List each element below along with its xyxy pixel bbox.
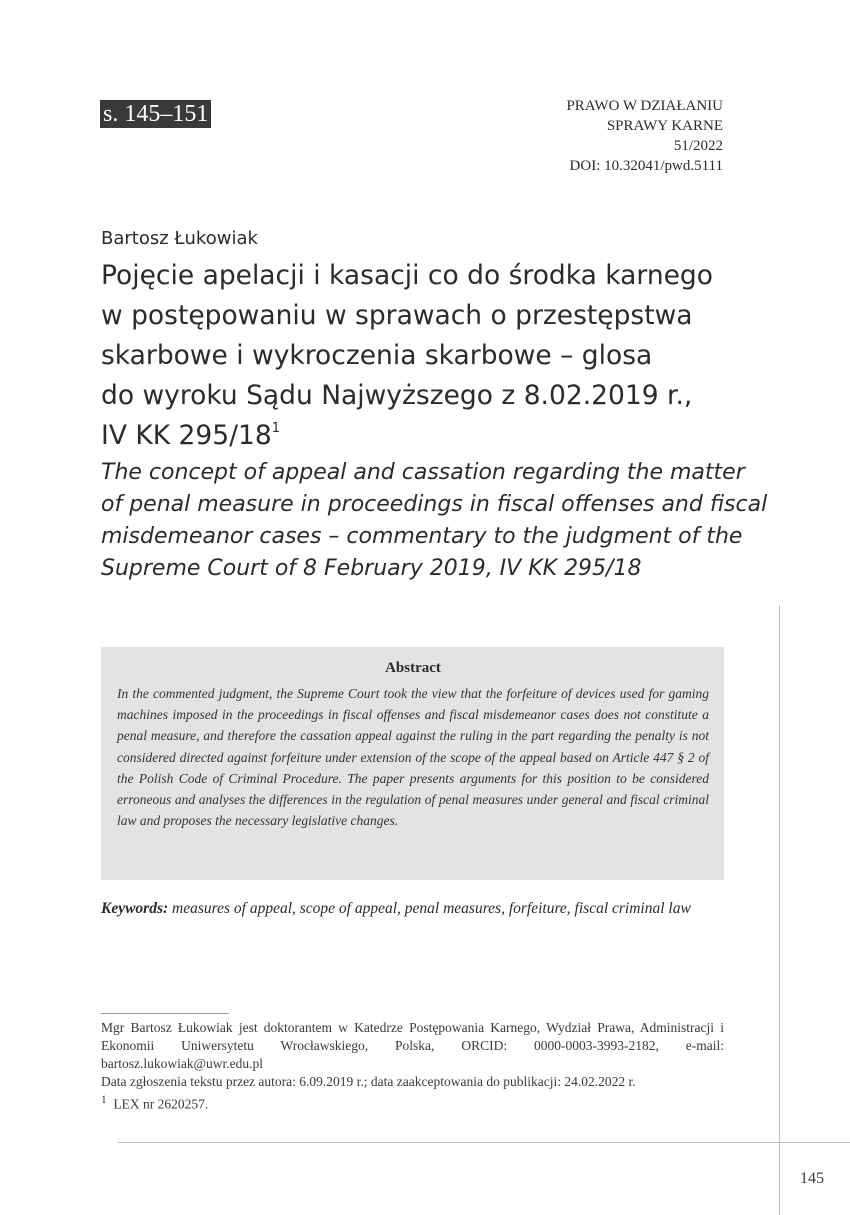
keywords bbox=[101, 898, 724, 920]
keywords-text: measures of appeal, scope of appeal, penal measures, forfeiture, fiscal criminal law bbox=[172, 900, 691, 917]
abstract-text: In the commented judgment, the Supreme Court took the view that the forfeiture of devices used for gaming machines imposed in the proceedings in fiscal offenses and fiscal misdemeanor cases does not constitute a penal measure, and therefore the cassation appeal against the ruling in the part regarding the penalty is not considered directed against forfeiture under extension of the scope of the appeal based on Article 447 § 2 of the Polish Code of Criminal Procedure. The paper presents arguments for this position to be considered erroneous and analyses the differences in the regulation of penal measures under general and fiscal criminal law and proposes the necessary legislative changes. bbox=[117, 686, 709, 829]
title-pl-line: skarbowe i wykroczenia skarbowe – glosa bbox=[101, 340, 653, 371]
title-en-line: of penal measure in proceedings in fiscal offenses and fiscal bbox=[101, 492, 768, 517]
title-pl-line: w postępowaniu w sprawach o przestępstwa bbox=[101, 300, 693, 331]
footnote-separator bbox=[101, 1013, 229, 1014]
journal-section: SPRAWY KARNE bbox=[606, 118, 723, 134]
footnote-1-text: LEX nr 2620257. bbox=[113, 1096, 209, 1112]
footnote-1-mark: 1 bbox=[101, 1094, 107, 1106]
journal-doi: DOI: 10.32041/pwd.5111 bbox=[569, 158, 723, 174]
journal-issue: 51/2022 bbox=[673, 138, 723, 154]
title-footnote-mark[interactable]: 1 bbox=[271, 421, 281, 436]
title-pl-line: Pojęcie apelacji i kasacji co do środka karnego bbox=[101, 260, 713, 291]
title-en-line: Supreme Court of 8 February 2019, IV KK 295/18 bbox=[101, 556, 642, 581]
title-pl-line: IV KK 295/18 bbox=[101, 420, 272, 451]
abstract-box bbox=[101, 647, 724, 880]
keywords-label: Keywords: bbox=[101, 900, 169, 917]
right-margin-rule bbox=[779, 605, 780, 1215]
title-en-line: The concept of appeal and cassation regarding the matter bbox=[101, 460, 745, 485]
title-en-line: misdemeanor cases – commentary to the judgment of the bbox=[101, 524, 743, 549]
footnote-1 bbox=[101, 1091, 724, 1114]
journal-name: PRAWO W DZIAŁANIU bbox=[566, 98, 723, 114]
submission-dates-note: Data zgłoszenia tekstu przez autora: 6.09.2019 r.; data zaakceptowania do publikacji: 24.02.2022 r. bbox=[101, 1074, 636, 1089]
author-bio-note: Mgr Bartosz Łukowiak jest doktorantem w Katedrze Postępowania Karnego, Wydział Prawa, Administracji i Ekonomii Uniwersytetu Wrocławskiego, Polska, ORCID: 0000-0003-3993-2182, e-mail: bartosz.lukowiak@uwr.edu.pl bbox=[101, 1020, 724, 1071]
author-name: Bartosz Łukowiak bbox=[101, 228, 258, 249]
page-range-badge: s. 145–151 bbox=[100, 100, 211, 128]
title-polish bbox=[101, 256, 713, 456]
abstract-heading: Abstract bbox=[385, 660, 441, 676]
bottom-rule bbox=[118, 1142, 850, 1143]
page-number: 145 bbox=[800, 1170, 824, 1187]
title-english bbox=[101, 457, 767, 585]
footnotes bbox=[101, 1019, 724, 1114]
title-pl-line-last bbox=[101, 416, 713, 456]
journal-info bbox=[566, 96, 723, 176]
title-pl-line: do wyroku Sądu Najwyższego z 8.02.2019 r., bbox=[101, 380, 693, 411]
